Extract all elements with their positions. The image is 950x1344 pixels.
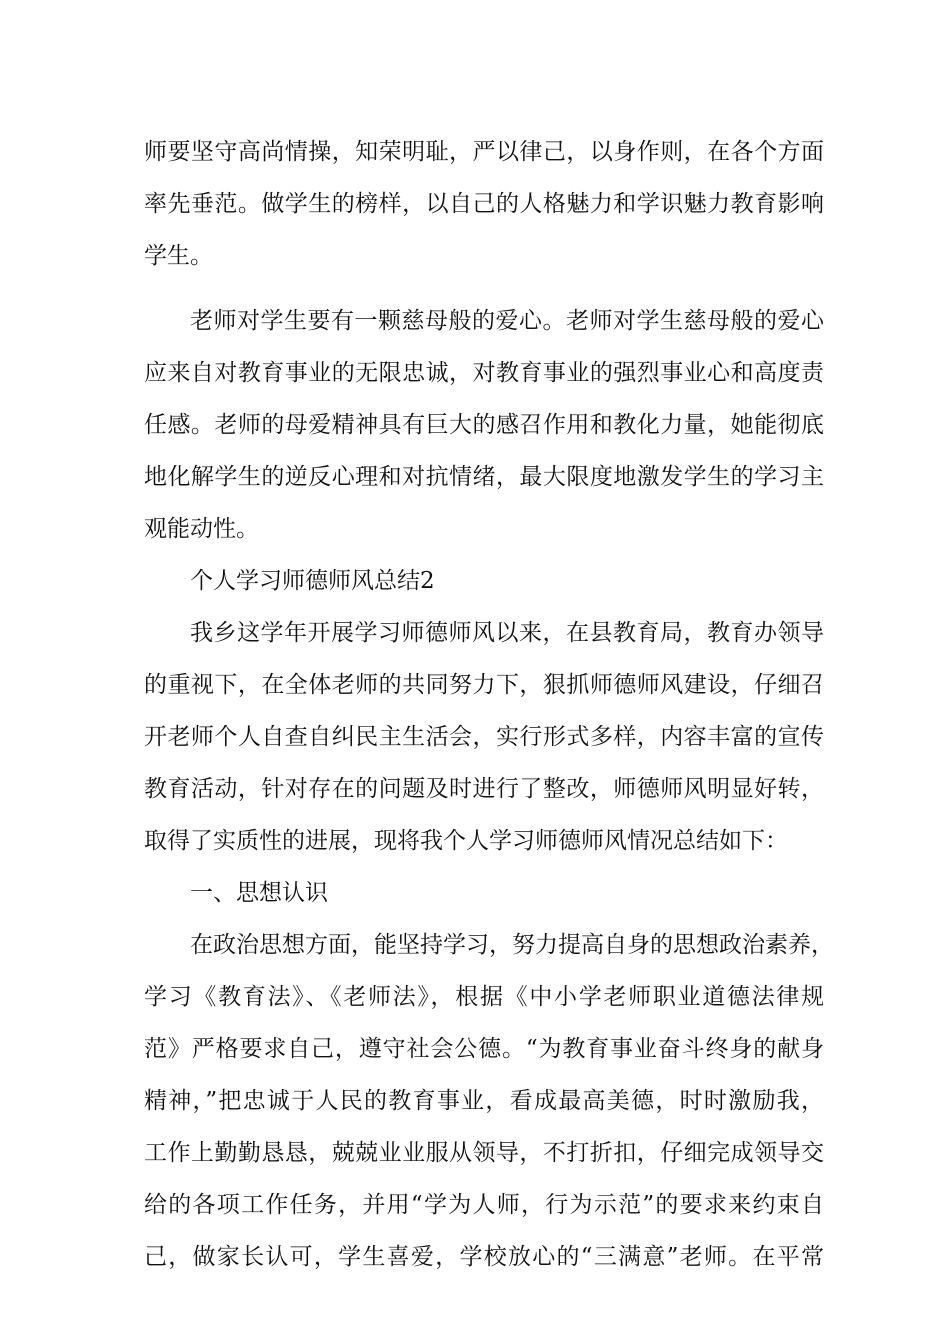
text-line: 开老师个人自查自纠民主生活会，实行形式多样，内容丰富的宣传: [144, 724, 824, 750]
text-line: 学习《教育法》、《老师法》，根据《中小学老师职业道德法律规: [144, 984, 824, 1010]
heading-text: 一、思想认识: [190, 880, 328, 906]
text-line: 率先垂范。做学生的榜样，以自己的人格魅力和学识魅力教育影响: [144, 191, 824, 217]
text-line: 的重视下，在全体老师的共同努力下，狠抓师德师风建设，仔细召: [144, 672, 824, 698]
text-line: 工作上勤勤恳恳，兢兢业业服从领导，不打折扣，仔细完成领导交: [144, 1140, 824, 1166]
paragraph: [144, 126, 824, 282]
text-line: 应来自对教育事业的无限忠诚，对教育事业的强烈事业心和高度责: [144, 360, 824, 386]
document-body: [144, 126, 834, 1283]
text-line: 我乡这学年开展学习师德师风以来，在县教育局，教育办领导: [190, 620, 824, 646]
paragraph: [144, 295, 824, 555]
text-line: 范》严格要求自己，遵守社会公德。“为教育事业奋斗终身的献身: [144, 1036, 824, 1062]
text-line: 取得了实质性的进展，现将我个人学习师德师风情况总结如下：: [144, 828, 788, 854]
section-heading: [144, 555, 824, 607]
text-line: 任感。老师的母爱精神具有巨大的感召作用和教化力量，她能彻底: [144, 412, 824, 438]
text-line: 地化解学生的逆反心理和对抗情绪，最大限度地激发学生的学习主: [144, 464, 824, 490]
text-line: 学生。: [144, 243, 213, 269]
heading-text: 个人学习师德师风总结2: [190, 568, 435, 594]
text-line: 教育活动，针对存在的问题及时进行了整改，师德师风明显好转，: [144, 776, 824, 802]
text-line: 给的各项工作任务，并用“学为人师，行为示范”的要求来约束自: [144, 1192, 824, 1218]
text-line: 师要坚守高尚情操，知荣明耻，严以律己，以身作则，在各个方面: [144, 139, 824, 165]
text-line: 精神，”把忠诚于人民的教育事业，看成最高美德，时时激励我，: [144, 1088, 824, 1114]
paragraph: [144, 607, 824, 867]
text-line: 观能动性。: [144, 516, 259, 542]
text-line: 在政治思想方面，能坚持学习，努力提高自身的思想政治素养，: [190, 932, 834, 958]
paragraph: [144, 919, 834, 1283]
text-line: 老师对学生要有一颗慈母般的爱心。老师对学生慈母般的爱心: [190, 308, 824, 334]
subsection-heading: [144, 867, 824, 919]
text-line: 己，做家长认可，学生喜爱，学校放心的“三满意”老师。在平常: [144, 1244, 824, 1270]
